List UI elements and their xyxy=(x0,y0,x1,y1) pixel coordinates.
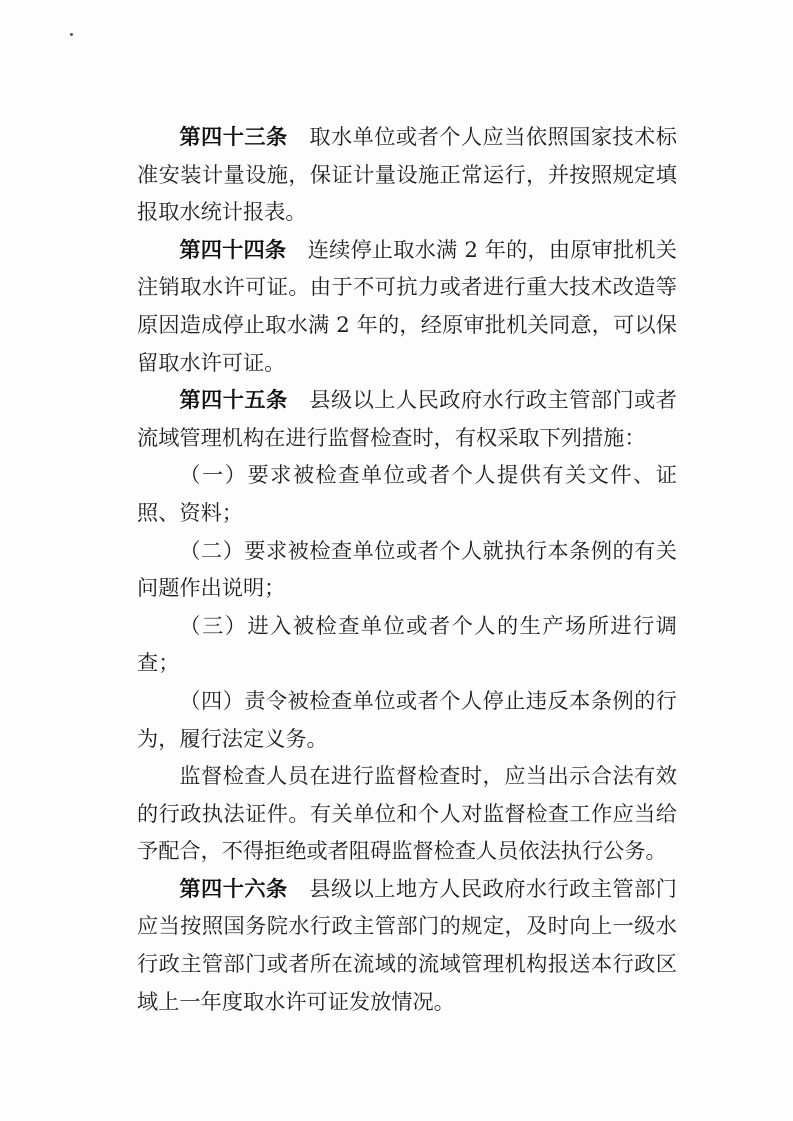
article-45-item-2: （二）要求被检查单位或者个人就执行本条例的有关问题作出说明； xyxy=(137,537,677,601)
article-text: 县级以上人民政府水行政主管部门或者流域管理机构在进行监督检查时，有权采取下列措施： xyxy=(137,387,677,450)
article-45-item-4: （四）责令被检查单位或者个人停止违反本条例的行为，履行法定义务。 xyxy=(137,687,677,751)
article-heading: 第四十四条 xyxy=(179,236,287,262)
scan-speck xyxy=(70,33,73,36)
article-45-paragraph-2: 监督检查人员在进行监督检查时，应当出示合法有效的行政执法证件。有关单位和个人对监督检查工作应当给予配合，不得拒绝或者阻碍监督检查人员依法执行公务。 xyxy=(137,763,677,864)
document-body xyxy=(137,118,677,1020)
article-45 xyxy=(137,381,677,456)
article-text: 县级以上地方人民政府水行政主管部门应当按照国务院水行政主管部门的规定，及时向上一级水行政主管部门或者所在流域的流域管理机构报送本行政区域上一年度取水许可证发放情况。 xyxy=(137,875,677,1014)
article-text: 取水单位或者个人应当依照国家技术标准安装计量设施，保证计量设施正常运行，并按照规定填报取水统计报表。 xyxy=(137,124,677,225)
article-43 xyxy=(137,118,677,231)
article-45-item-1: （一）要求被检查单位或者个人提供有关文件、证照、资料； xyxy=(137,462,677,525)
article-heading: 第四十五条 xyxy=(179,387,288,413)
article-44 xyxy=(137,231,677,381)
article-text: 连续停止取水满 2 年的，由原审批机关注销取水许可证。由于不可抗力或者进行重大技术改造等原因造成停止取水满 2 年的，经原审批机关同意，可以保留取水许可证。 xyxy=(137,236,677,375)
article-46 xyxy=(137,870,677,1020)
article-heading: 第四十六条 xyxy=(179,875,288,901)
article-heading: 第四十三条 xyxy=(179,124,288,149)
article-45-item-3: （三）进入被检查单位或者个人的生产场所进行调查； xyxy=(137,612,677,676)
